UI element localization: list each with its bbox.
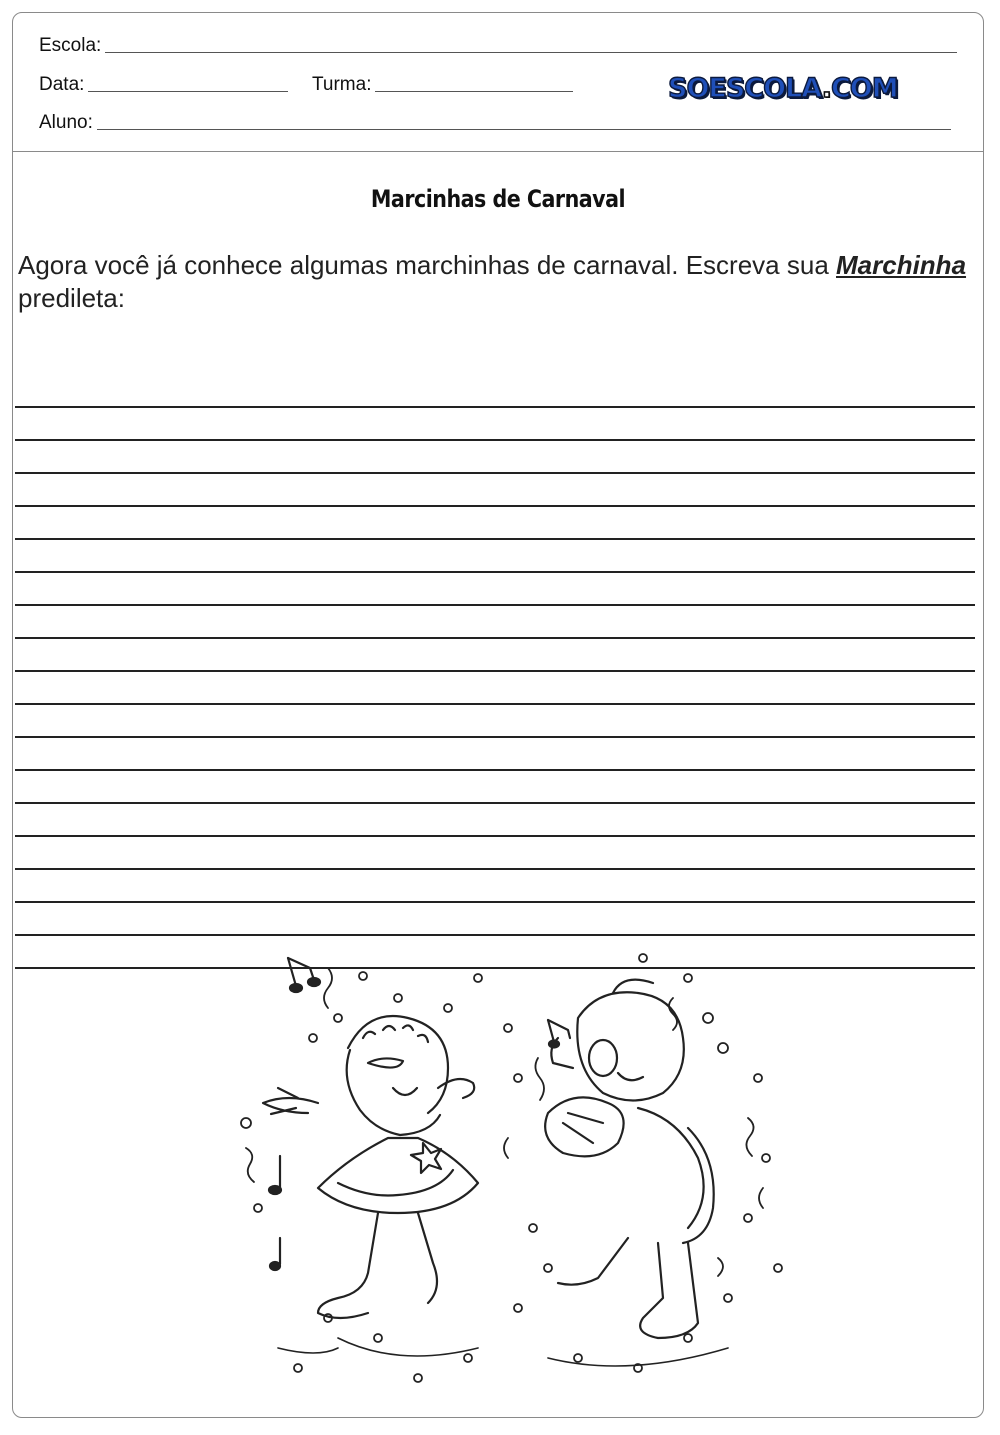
music-note-icon	[288, 958, 320, 992]
writing-line	[15, 540, 975, 573]
writing-line	[15, 573, 975, 606]
writing-line	[15, 870, 975, 903]
worksheet-instruction	[18, 249, 968, 315]
writing-line	[15, 903, 975, 936]
instruction-text-end: predileta:	[18, 283, 125, 313]
ground-puddles	[278, 1338, 728, 1366]
turma-field	[312, 74, 573, 96]
writing-line	[15, 738, 975, 771]
writing-line	[15, 375, 975, 408]
writing-line	[15, 705, 975, 738]
logo-text-dot: .	[821, 73, 831, 104]
aluno-write-line	[97, 128, 951, 130]
aluno-field	[39, 112, 951, 134]
writing-line	[15, 804, 975, 837]
escola-field	[39, 35, 957, 57]
girl-dancer-figure	[263, 1016, 478, 1318]
writing-line	[15, 771, 975, 804]
soescola-logo	[668, 73, 898, 104]
instruction-text-start: Agora você já conhece algumas marchinhas de carnaval. Escreva sua	[18, 250, 836, 280]
writing-line	[15, 837, 975, 870]
writing-line	[15, 441, 975, 474]
worksheet-page	[12, 12, 984, 1418]
writing-lines	[15, 375, 975, 969]
streamers	[246, 968, 763, 1276]
music-note-icon-2	[548, 1020, 570, 1048]
instruction-emphasis: Marchinha	[836, 250, 967, 280]
writing-line	[15, 507, 975, 540]
turma-label: Turma:	[312, 74, 372, 95]
data-field	[39, 74, 288, 96]
aluno-label: Aluno:	[39, 112, 93, 133]
worksheet-title: Marcinhas de Carnaval	[370, 185, 626, 213]
escola-write-line	[105, 51, 957, 53]
music-note-icon-3	[269, 1156, 281, 1270]
worksheet-header	[13, 13, 983, 152]
writing-line	[15, 408, 975, 441]
data-write-line	[88, 90, 288, 92]
boy-pirate-figure	[545, 980, 714, 1338]
writing-line	[15, 474, 975, 507]
writing-line	[15, 606, 975, 639]
logo-text-com: COM	[830, 73, 898, 104]
writing-line	[15, 639, 975, 672]
data-label: Data:	[39, 74, 85, 95]
turma-write-line	[375, 90, 573, 92]
carnival-children-coloring-icon	[218, 938, 788, 1398]
logo-text-main: SOESCOLA	[668, 73, 822, 104]
escola-label: Escola:	[39, 35, 102, 56]
writing-line	[15, 672, 975, 705]
